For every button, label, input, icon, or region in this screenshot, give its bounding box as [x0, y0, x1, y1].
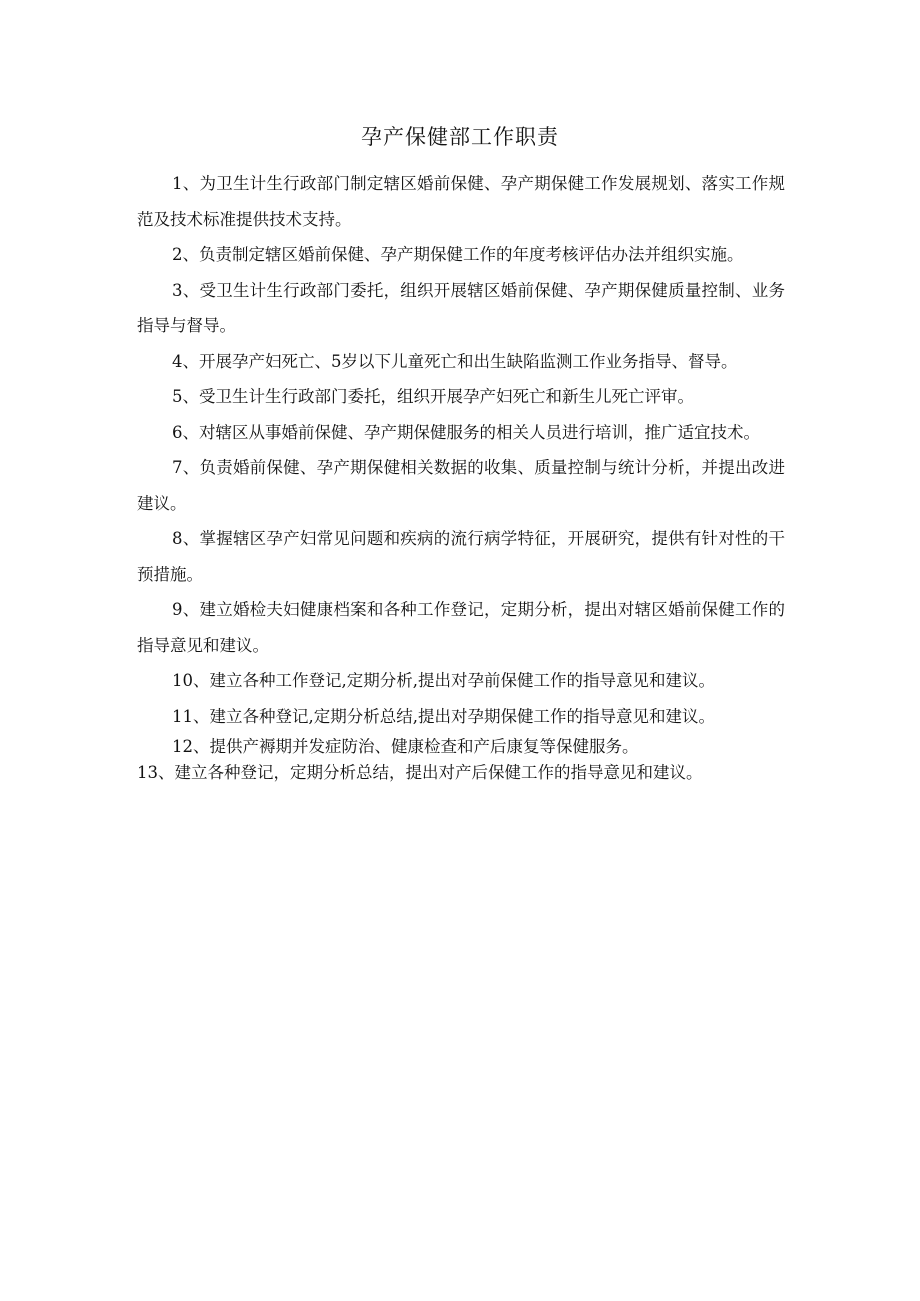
duty-item-4: 4、开展孕产妇死亡、5岁以下儿童死亡和出生缺陷监测工作业务指导、督导。 — [172, 351, 738, 371]
duty-item-12: 12、提供产褥期并发症防治、健康检查和产后康复等保健服务。 — [172, 737, 639, 756]
duty-item-1: 1、为卫生计生行政部门制定辖区婚前保健、孕产期保健工作发展规划、落实工作规范及技术标准提供技术支持。 — [137, 174, 785, 229]
duty-item-3: 3、受卫生计生行政部门委托，组织开展辖区婚前保健、孕产期保健质量控制、业务指导与督导。 — [137, 280, 785, 335]
duty-item-5: 5、受卫生计生行政部门委托，组织开展孕产妇死亡和新生儿死亡评审。 — [172, 387, 694, 406]
duty-item-6: 6、对辖区从事婚前保健、孕产期保健服务的相关人员进行培训，推广适宜技术。 — [172, 422, 760, 442]
document-title: 孕产保健部工作职责 — [361, 125, 559, 149]
duty-list — [137, 166, 785, 786]
duty-item-11: 11、建立各种登记,定期分析总结,提出对孕期保健工作的指导意见和建议。 — [172, 706, 715, 726]
duty-item-2: 2、负责制定辖区婚前保健、孕产期保健工作的年度考核评估办法并组织实施。 — [172, 245, 744, 264]
duty-item-9: 9、建立婚检夫妇健康档案和各种工作登记，定期分析，提出对辖区婚前保健工作的指导意见和建议。 — [137, 600, 785, 655]
duty-item-8: 8、掌握辖区孕产妇常见问题和疾病的流行病学特征，开展研究，提供有针对性的干预措施。 — [137, 529, 785, 584]
duty-item-7: 7、负责婚前保健、孕产期保健相关数据的收集、质量控制与统计分析，并提出改进建议。 — [137, 458, 785, 513]
duty-item-10: 10、建立各种工作登记,定期分析,提出对孕前保健工作的指导意见和建议。 — [172, 671, 715, 690]
duty-item-13: 13、建立各种登记，定期分析总结，提出对产后保健工作的指导意见和建议。 — [137, 763, 703, 782]
